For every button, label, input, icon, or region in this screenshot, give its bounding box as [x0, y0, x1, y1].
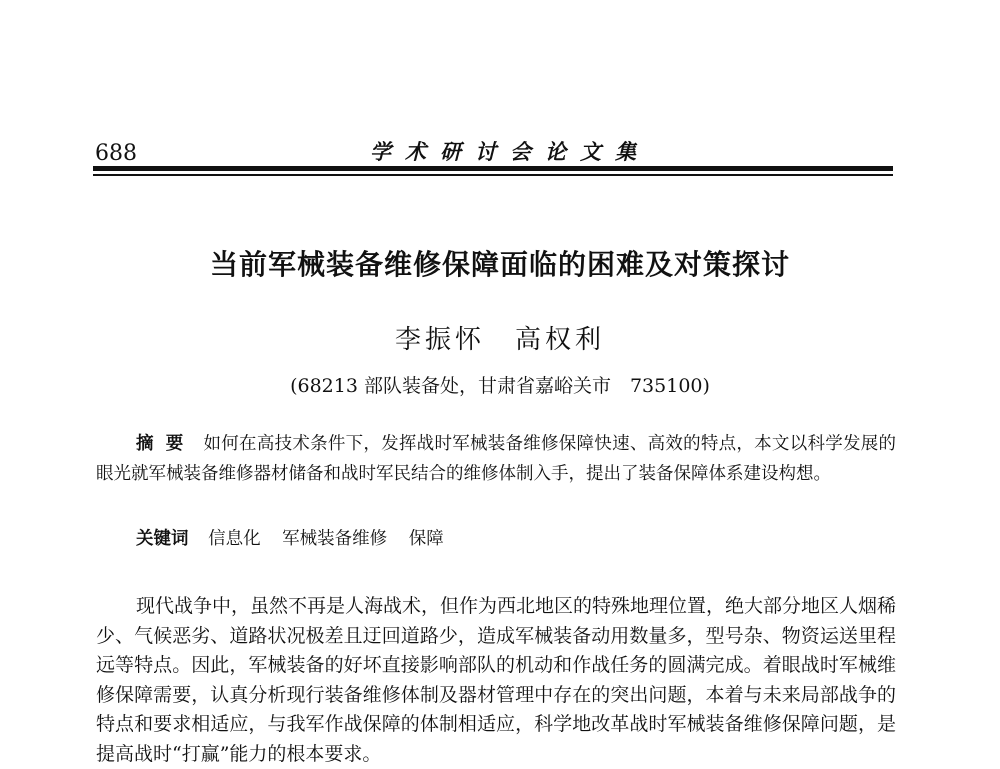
affiliation: (68213 部队装备处，甘肃省嘉峪关市 735100) [290, 375, 710, 397]
article-title: 当前军械装备维修保障面临的困难及对策探讨 [209, 248, 790, 281]
abstract-label: 摘要 [136, 434, 196, 454]
header-rule-thick [93, 166, 893, 171]
running-head: 学术研讨会论文集 [370, 139, 650, 164]
keyword: 信息化 [208, 529, 261, 549]
keywords [136, 525, 460, 550]
header-rule-thin [93, 174, 893, 176]
keyword: 保障 [408, 529, 444, 549]
keywords-label: 关键词 [136, 529, 189, 549]
page-number: 688 [95, 141, 137, 166]
keyword: 军械装备维修 [282, 529, 388, 549]
abstract [96, 429, 896, 489]
abstract-text: 如何在高技术条件下，发挥战时军械装备维修保障快速、高效的特点，本文以科学发展的眼光就军械装备维修器材储备和战时军民结合的维修体制入手，提出了装备保障体系建设构想。 [96, 434, 897, 484]
body-paragraph: 现代战争中，虽然不再是人海战术，但作为西北地区的特殊地理位置，绝大部分地区人烟稀少、气候恶劣、道路状况极差且迂回道路少，造成军械装备动用数量多，型号杂、物资运送里程远等特点。因此，军械装备的好坏直接影响部队的机动和作战任务的圆满完成。着眼战时军械维修保障需要，认真分析现行装备维修体制及器材管理中存在的突出问题，本着与未来局部战争的特点和要求相适应，与我军作战保障的体制相适应，科学地改革战时军械装备维修保障问题，是提高战时“打赢”能力的根本要求。 [96, 595, 897, 765]
authors: 李振怀 高权利 [394, 325, 605, 355]
